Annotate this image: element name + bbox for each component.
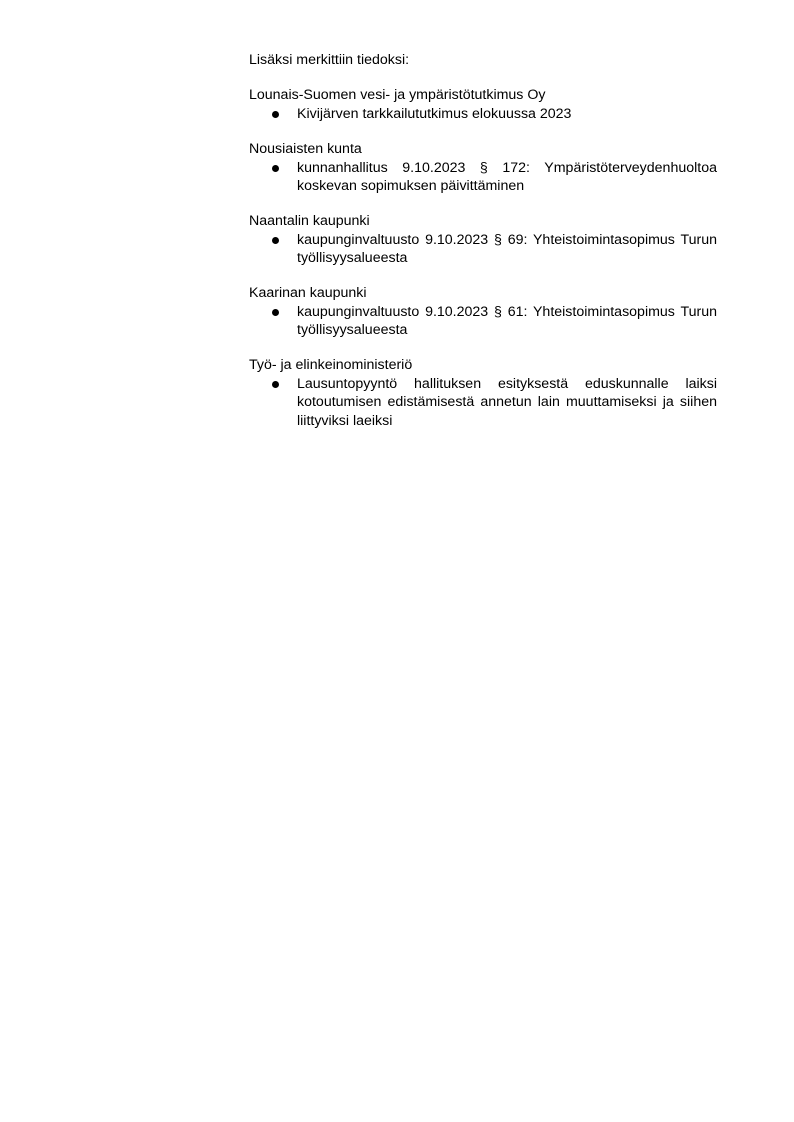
list-item (249, 303, 717, 340)
section-lounais-suomen (249, 86, 717, 124)
list-item (249, 375, 717, 431)
item-list (249, 231, 717, 268)
section-naantalin (249, 212, 717, 268)
list-item (249, 159, 717, 196)
section-kaarinan (249, 284, 717, 340)
bullet-icon (272, 165, 279, 172)
bullet-icon (272, 381, 279, 388)
organization-name: Naantalin kaupunki (249, 212, 370, 229)
item-list (249, 303, 717, 340)
list-item (249, 231, 717, 268)
list-item (249, 105, 717, 124)
section-tyo-ja-elinkeinoministerio (249, 356, 717, 431)
organization-name: Kaarinan kaupunki (249, 284, 367, 301)
document-body (249, 51, 717, 446)
organization-name: Lounais-Suomen vesi- ja ympäristötutkimus Oy (249, 87, 546, 103)
item-list (249, 375, 717, 431)
bullet-icon (272, 111, 279, 118)
bullet-icon (272, 237, 279, 244)
section-nousiaisten (249, 140, 717, 196)
item-text: kaupunginvaltuusto 9.10.2023 § 61: Yhteistoimintasopimus Turun työllisyysalueesta (297, 303, 717, 338)
item-text: kaupunginvaltuusto 9.10.2023 § 69: Yhteistoimintasopimus Turun työllisyysalueesta (297, 231, 717, 266)
item-text: kunnanhallitus 9.10.2023 § 172: Ympäristöterveydenhuoltoa koskevan sopimuksen päivittäminen (297, 159, 717, 194)
intro-text: Lisäksi merkittiin tiedoksi: (249, 52, 410, 68)
bullet-icon (272, 309, 279, 316)
item-list (249, 159, 717, 196)
organization-name: Nousiaisten kunta (249, 140, 362, 157)
item-list (249, 105, 717, 124)
item-text: Lausuntopyyntö hallituksen esityksestä eduskunnalle laiksi kotoutumisen edistämisestä annetun lain muuttamiseksi ja siihen liittyviksi laeiksi (297, 375, 717, 429)
item-text: Kivijärven tarkkailututkimus elokuussa 2023 (297, 106, 572, 122)
organization-name: Työ- ja elinkeinoministeriö (249, 356, 413, 373)
